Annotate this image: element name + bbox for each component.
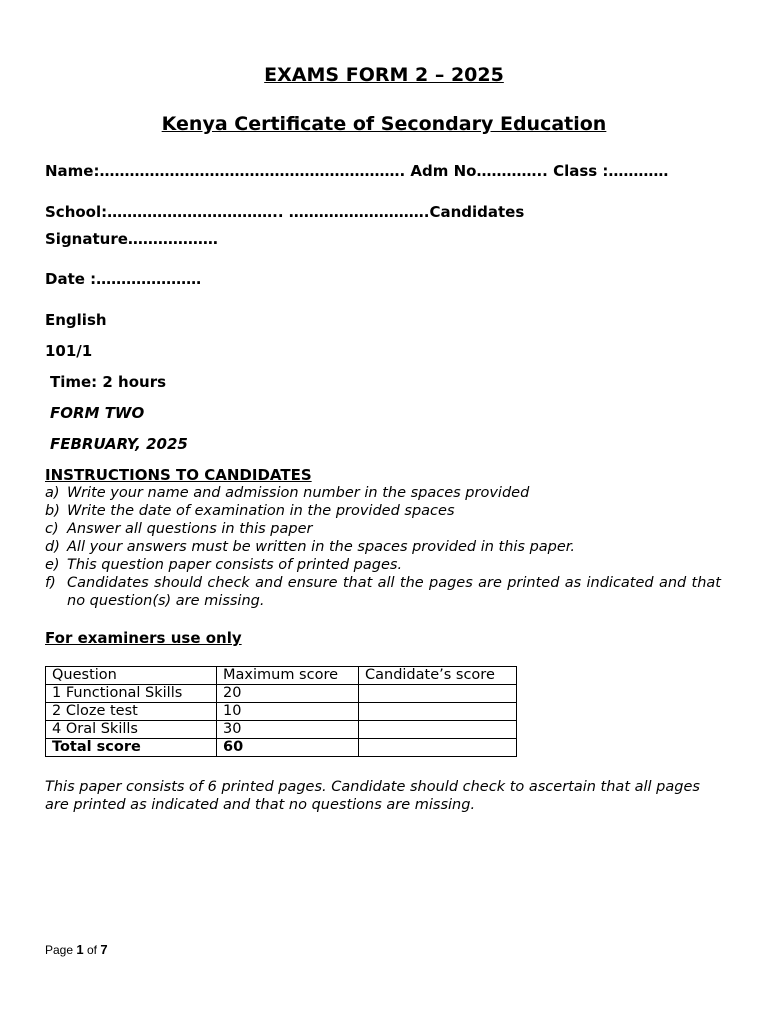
instruction-text: Candidates should check and ensure that all the pages are printed as indicated and that no question(s) are missing. xyxy=(67,575,721,609)
page-total: 7 xyxy=(100,942,108,957)
form-label: FORM TWO xyxy=(50,404,145,422)
instruction-marker: c) xyxy=(45,521,59,537)
time-allowed: Time: 2 hours xyxy=(50,373,167,391)
pages-note: This paper consists of 6 printed pages. Candidate should check to ascertain that all pages are printed as indicated and that no questions are missing. xyxy=(45,779,700,813)
instruction-item xyxy=(45,556,721,574)
total-label-cell: Total score xyxy=(46,739,217,757)
name-field-line: Name:……………………………………………………. Adm No………….. Class :………… xyxy=(45,162,669,180)
question-cell: 2 Cloze test xyxy=(46,703,217,721)
total-row xyxy=(46,739,517,757)
max-score-cell: 10 xyxy=(217,703,359,721)
date-field-line: Date :………………… xyxy=(45,270,202,288)
instruction-marker: e) xyxy=(45,557,60,573)
column-header: Maximum score xyxy=(217,667,359,685)
instruction-marker: a) xyxy=(45,485,60,501)
page-footer xyxy=(45,942,108,957)
subject-label: English xyxy=(45,311,107,329)
question-cell: 4 Oral Skills xyxy=(46,721,217,739)
instruction-text: Write the date of examination in the provided spaces xyxy=(67,503,455,519)
exam-title: EXAMS FORM 2 – 2025 xyxy=(264,64,504,86)
instruction-marker: d) xyxy=(45,539,60,555)
exam-month: FEBRUARY, 2025 xyxy=(50,435,188,453)
instruction-item xyxy=(45,520,721,538)
total-max-cell: 60 xyxy=(217,739,359,757)
instructions-heading: INSTRUCTIONS TO CANDIDATES xyxy=(45,466,312,484)
instruction-text: All your answers must be written in the spaces provided in this paper. xyxy=(67,539,576,555)
column-header: Candidate’s score xyxy=(359,667,517,685)
total-candidate-cell xyxy=(359,739,517,757)
instruction-item xyxy=(45,574,721,610)
question-cell: 1 Functional Skills xyxy=(46,685,217,703)
instruction-item xyxy=(45,484,721,502)
max-score-cell: 20 xyxy=(217,685,359,703)
paper-code: 101/1 xyxy=(45,342,93,360)
instruction-marker: f) xyxy=(45,575,56,591)
instruction-marker: b) xyxy=(45,503,60,519)
of-label: of xyxy=(86,943,97,957)
instruction-text: This question paper consists of printed pages. xyxy=(67,557,403,573)
table-row xyxy=(46,721,517,739)
instruction-item xyxy=(45,538,721,556)
candidate-score-cell xyxy=(359,685,517,703)
max-score-cell: 30 xyxy=(217,721,359,739)
exam-subtitle: Kenya Certificate of Secondary Education xyxy=(161,113,607,135)
table-row xyxy=(46,703,517,721)
signature-field-line: Signature……………… xyxy=(45,230,218,248)
column-header: Question xyxy=(46,667,217,685)
table-row xyxy=(46,685,517,703)
instruction-item xyxy=(45,502,721,520)
page-label: Page xyxy=(45,943,74,957)
instruction-text: Answer all questions in this paper xyxy=(67,521,313,537)
instructions-list xyxy=(45,484,721,610)
candidate-score-cell xyxy=(359,721,517,739)
table-header-row xyxy=(46,667,517,685)
examiners-heading: For examiners use only xyxy=(45,629,242,647)
page-number: 1 xyxy=(76,942,84,957)
instruction-text: Write your name and admission number in the spaces provided xyxy=(67,485,530,501)
candidate-score-cell xyxy=(359,703,517,721)
score-table xyxy=(45,666,517,757)
school-field-line: School:…………………………….. ……………………….Candidates xyxy=(45,203,525,221)
